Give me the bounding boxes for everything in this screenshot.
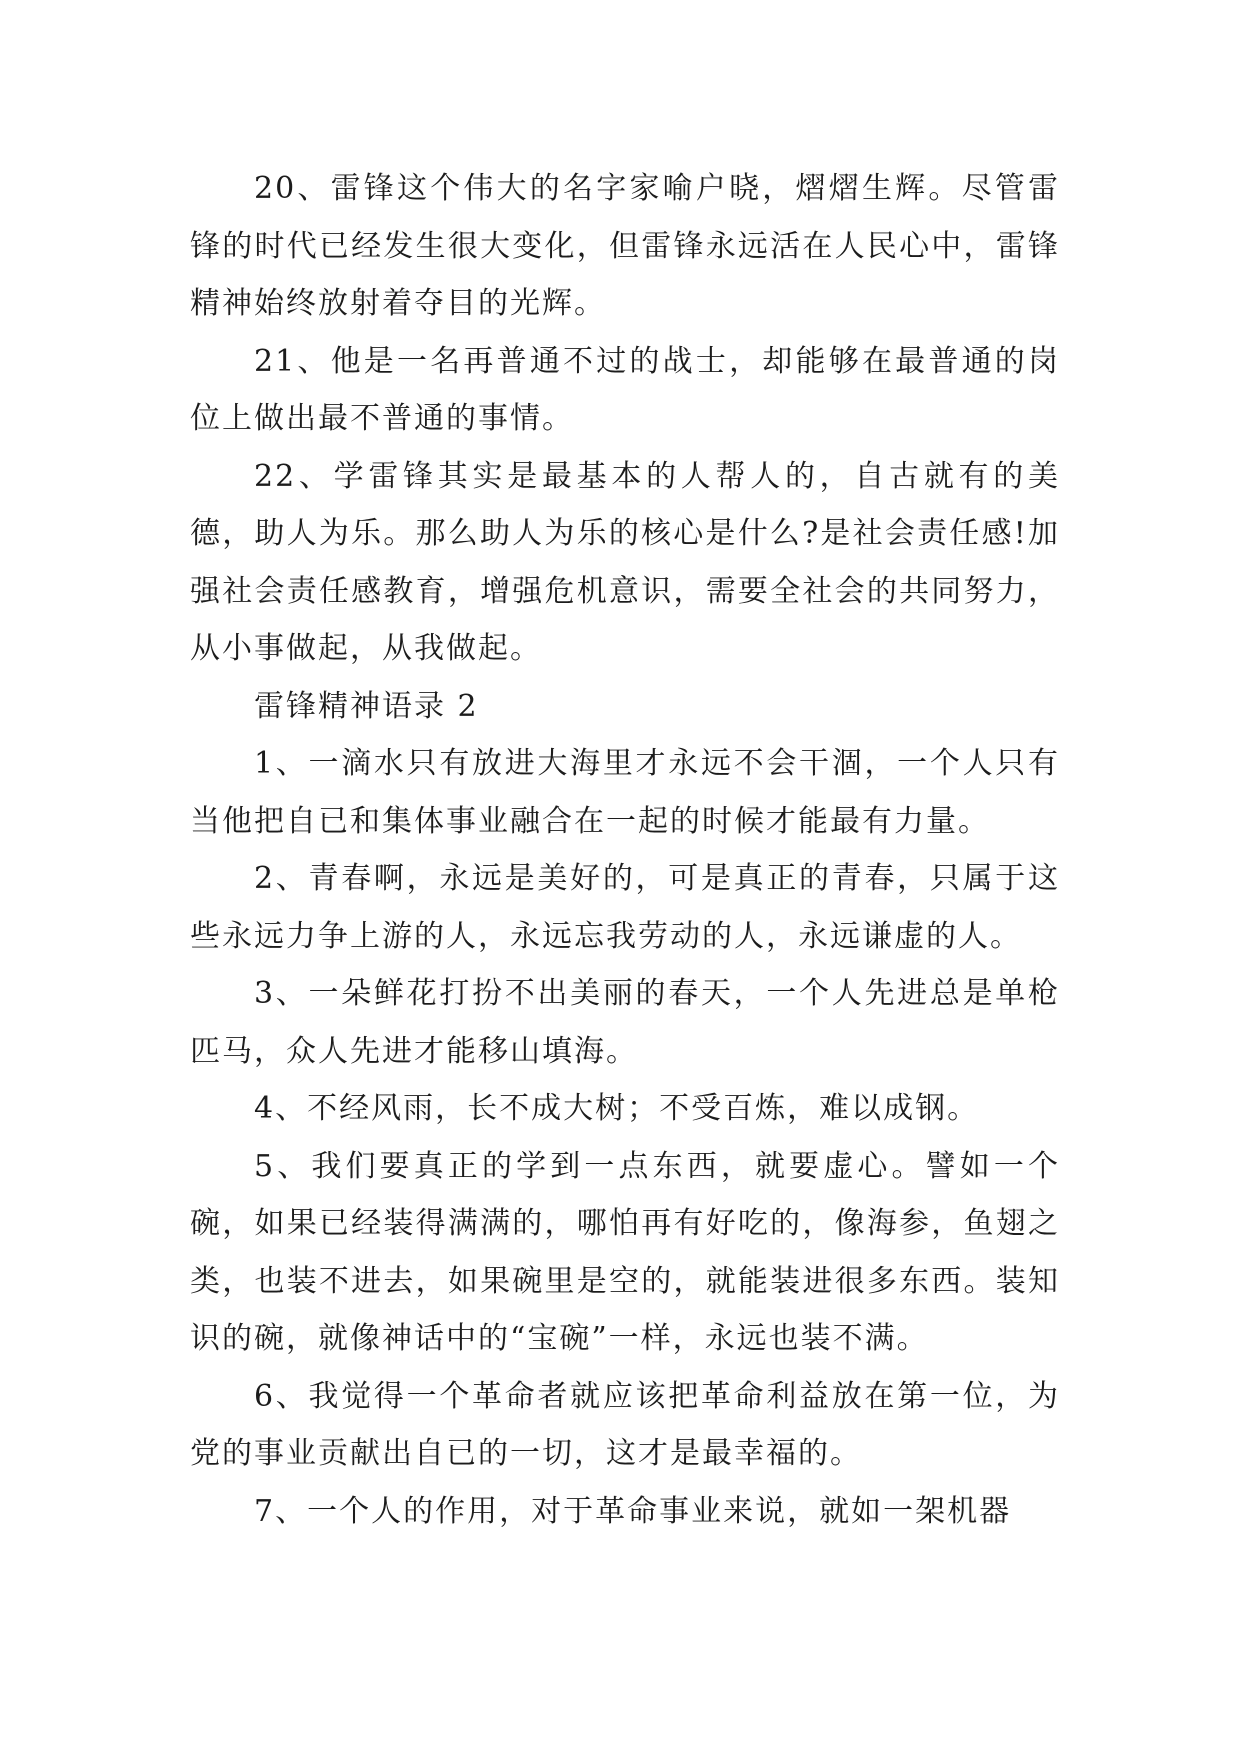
quote-2: 2、青春啊，永远是美好的，可是真正的青春，只属于这些永远力争上游的人，永远忘我劳动的人，永远谦虚的人。 xyxy=(190,861,1060,954)
quote-4: 4、不经风雨，长不成大树；不受百炼，难以成钢。 xyxy=(254,1091,980,1126)
paragraph-22: 22、学雷锋其实是最基本的人帮人的，自古就有的美德，助人为乐。那么助人为乐的核心是什么?是社会责任感!加强社会责任感教育，增强危机意识，需要全社会的共同努力，从小事做起，从我做起。 xyxy=(190,458,1060,666)
quote-5: 5、我们要真正的学到一点东西，就要虚心。譬如一个碗，如果已经装得满满的，哪怕再有好吃的，像海参，鱼翅之类，也装不进去，如果碗里是空的，就能装进很多东西。装知识的碗，就像神话中的“宝碗”一样，永远也装不满。 xyxy=(190,1148,1060,1356)
document-body xyxy=(190,160,1060,1540)
section-title: 雷锋精神语录 2 xyxy=(254,688,479,724)
paragraph-21: 21、他是一名再普通不过的战士，却能够在最普通的岗位上做出最不普通的事情。 xyxy=(190,343,1060,436)
quote-7: 7、一个人的作用，对于革命事业来说，就如一架机器 xyxy=(254,1493,1012,1529)
paragraph-20: 20、雷锋这个伟大的名字家喻户晓，熠熠生辉。尽管雷锋的时代已经发生很大变化，但雷锋永远活在人民心中，雷锋精神始终放射着夺目的光辉。 xyxy=(190,171,1060,321)
quote-1: 1、一滴水只有放进大海里才永远不会干涸，一个人只有当他把自已和集体事业融合在一起的时候才能最有力量。 xyxy=(190,746,1060,839)
quote-6: 6、我觉得一个革命者就应该把革命利益放在第一位，为党的事业贡献出自已的一切，这才是最幸福的。 xyxy=(190,1378,1060,1471)
quote-3: 3、一朵鲜花打扮不出美丽的春天，一个人先进总是单枪匹马，众人先进才能移山填海。 xyxy=(190,976,1060,1069)
